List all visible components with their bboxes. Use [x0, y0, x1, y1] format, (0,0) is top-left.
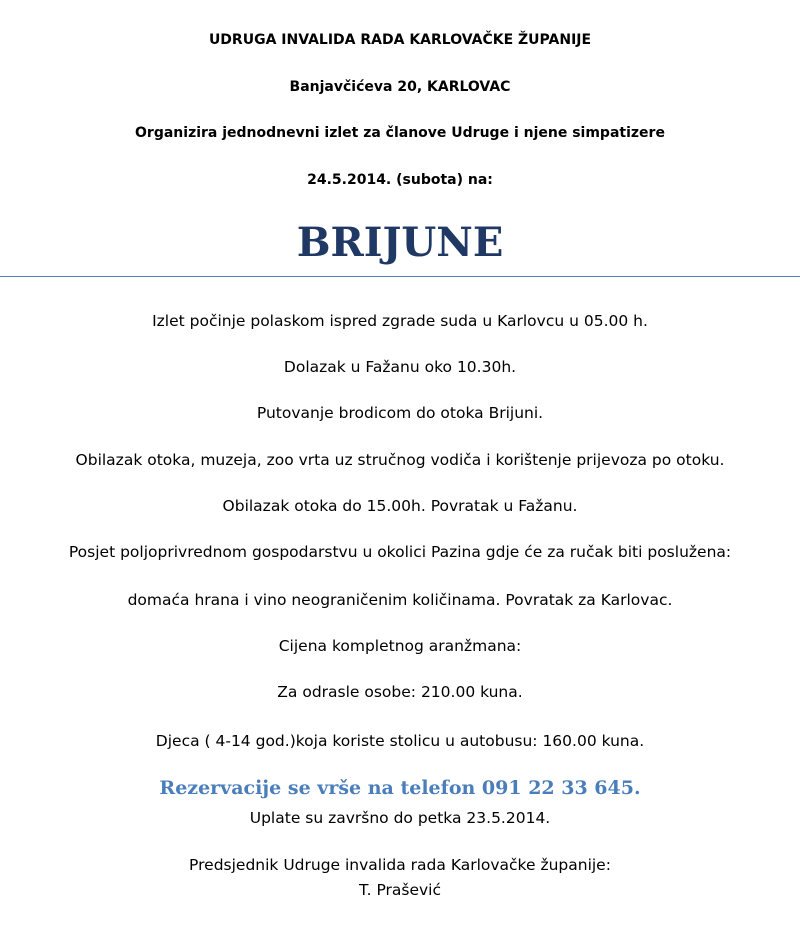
- signature-name: T. Prašević: [358, 881, 442, 899]
- document-title: BRIJUNE: [296, 219, 504, 266]
- itinerary-line: Posjet poljoprivrednom gospodarstvu u okolici Pazina gdje će za ručak biti poslužena:: [68, 543, 732, 561]
- itinerary-line: domaća hrana i vino neograničenim količinama. Povratak za Karlovac.: [127, 591, 673, 609]
- intro-line: Organizira jednodnevni izlet za članove Udruge i njene simpatizere: [135, 125, 665, 141]
- date-line: 24.5.2014. (subota) na:: [307, 172, 493, 188]
- signature-role: Predsjednik Udruge invalida rada Karlovačke županije:: [189, 856, 611, 874]
- reservation-phone: Rezervacije se vrše na telefon 091 22 33 645.: [159, 777, 641, 799]
- itinerary-line: Dolazak u Fažanu oko 10.30h.: [283, 358, 517, 376]
- payment-deadline: Uplate su završno do petka 23.5.2014.: [249, 809, 551, 827]
- price-heading: Cijena kompletnog aranžmana:: [278, 637, 522, 655]
- itinerary-line: Obilazak otoka, muzeja, zoo vrta uz stručnog vodiča i korištenje prijevoza po otoku.: [75, 451, 725, 469]
- price-children: Djeca ( 4-14 god.)koja koriste stolicu u autobusu: 160.00 kuna.: [155, 732, 645, 750]
- itinerary-line: Putovanje brodicom do otoka Brijuni.: [256, 404, 544, 422]
- itinerary-line: Obilazak otoka do 15.00h. Povratak u Fažanu.: [222, 497, 578, 515]
- price-adults: Za odrasle osobe: 210.00 kuna.: [277, 683, 523, 701]
- title-divider: [0, 276, 800, 277]
- org-name: UDRUGA INVALIDA RADA KARLOVAČKE ŽUPANIJE: [208, 32, 592, 48]
- address: Banjavčićeva 20, KARLOVAC: [289, 79, 511, 95]
- itinerary-line: Izlet počinje polaskom ispred zgrade suda u Karlovcu u 05.00 h.: [152, 312, 648, 330]
